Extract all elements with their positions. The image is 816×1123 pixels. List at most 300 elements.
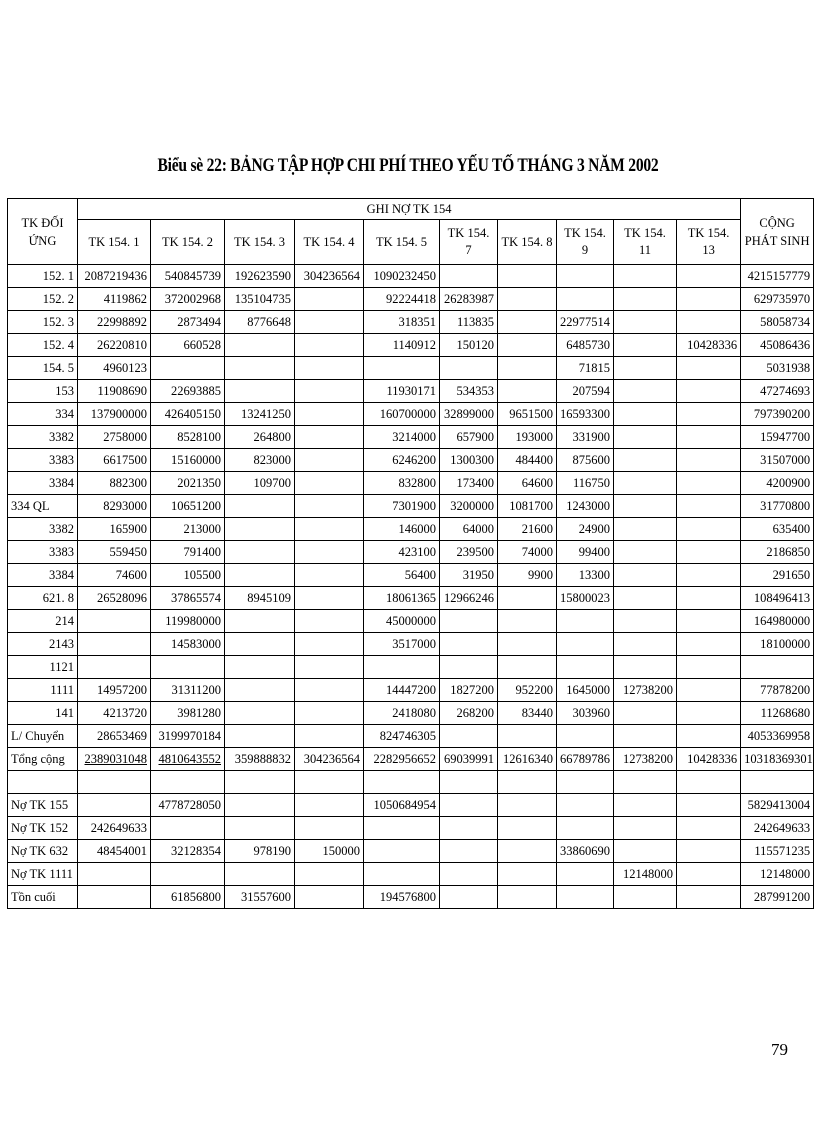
table-cell: 116750	[557, 472, 614, 495]
table-cell: 69039991	[440, 748, 498, 771]
table-cell	[557, 794, 614, 817]
table-cell: 26528096	[78, 587, 151, 610]
table-cell: 559450	[78, 541, 151, 564]
row-total: 31507000	[741, 449, 814, 472]
table-cell: 372002968	[151, 288, 225, 311]
row-total: 77878200	[741, 679, 814, 702]
table-cell	[225, 541, 295, 564]
table-cell	[440, 265, 498, 288]
table-cell: 423100	[364, 541, 440, 564]
row-total: 164980000	[741, 610, 814, 633]
table-cell	[295, 311, 364, 334]
table-cell	[614, 380, 677, 403]
table-row	[8, 541, 814, 564]
table-row	[8, 472, 814, 495]
table-cell	[677, 587, 741, 610]
table-cell: 10428336	[677, 334, 741, 357]
table-cell	[440, 863, 498, 886]
table-cell	[498, 863, 557, 886]
table-cell	[364, 840, 440, 863]
table-row	[8, 449, 814, 472]
table-cell	[295, 863, 364, 886]
table-cell: 173400	[440, 472, 498, 495]
table-cell	[78, 794, 151, 817]
row-label: 3384	[8, 564, 78, 587]
table-cell	[295, 380, 364, 403]
table-cell	[677, 679, 741, 702]
table-cell	[364, 656, 440, 679]
table-cell	[677, 610, 741, 633]
row-total: 797390200	[741, 403, 814, 426]
row-label: 3382	[8, 518, 78, 541]
table-cell: 2418080	[364, 702, 440, 725]
column-header: TK 154. 7	[440, 220, 498, 265]
table-cell: 105500	[151, 564, 225, 587]
table-cell: 64000	[440, 518, 498, 541]
row-total: 2186850	[741, 541, 814, 564]
table-cell	[295, 725, 364, 748]
table-cell: 1243000	[557, 495, 614, 518]
table-cell: 160700000	[364, 403, 440, 426]
row-total: 15947700	[741, 426, 814, 449]
table-row	[8, 633, 814, 656]
table-cell: 26220810	[78, 334, 151, 357]
column-header: TK 154. 1	[78, 220, 151, 265]
table-row	[8, 725, 814, 748]
row-total: 291650	[741, 564, 814, 587]
table-cell: 6485730	[557, 334, 614, 357]
table-cell	[677, 380, 741, 403]
table-cell	[677, 702, 741, 725]
table-cell	[498, 725, 557, 748]
table-cell	[677, 817, 741, 840]
table-cell: 1050684954	[364, 794, 440, 817]
row-total: 4200900	[741, 472, 814, 495]
row-label: Nợ TK 155	[8, 794, 78, 817]
table-cell	[295, 472, 364, 495]
table-cell	[295, 564, 364, 587]
table-row	[8, 702, 814, 725]
table-cell: 303960	[557, 702, 614, 725]
table-cell	[225, 771, 295, 794]
table-cell	[225, 380, 295, 403]
header-row-columns	[8, 220, 814, 265]
table-cell: 31311200	[151, 679, 225, 702]
table-cell	[614, 771, 677, 794]
table-cell: 1827200	[440, 679, 498, 702]
table-row	[8, 426, 814, 449]
table-cell	[614, 288, 677, 311]
row-total: 4215157779	[741, 265, 814, 288]
table-cell	[364, 771, 440, 794]
column-header: TK 154. 2	[151, 220, 225, 265]
table-cell: 61856800	[151, 886, 225, 909]
table-cell: 304236564	[295, 748, 364, 771]
table-row	[8, 771, 814, 794]
row-label: 621. 8	[8, 587, 78, 610]
table-cell	[614, 886, 677, 909]
table-cell	[498, 886, 557, 909]
row-label: Nợ TK 1111	[8, 863, 78, 886]
table-cell	[557, 771, 614, 794]
table-cell: 8293000	[78, 495, 151, 518]
row-label: 1111	[8, 679, 78, 702]
table-cell: 32128354	[151, 840, 225, 863]
table-cell	[364, 863, 440, 886]
row-total: 5829413004	[741, 794, 814, 817]
table-cell	[295, 518, 364, 541]
table-cell: 2873494	[151, 311, 225, 334]
table-cell: 540845739	[151, 265, 225, 288]
table-cell: 135104735	[225, 288, 295, 311]
table-cell	[78, 863, 151, 886]
table-cell	[614, 403, 677, 426]
table-cell: 264800	[225, 426, 295, 449]
table-cell: 4778728050	[151, 794, 225, 817]
table-cell: 207594	[557, 380, 614, 403]
table-cell	[440, 817, 498, 840]
table-cell: 1081700	[498, 495, 557, 518]
cost-summary-table	[7, 198, 814, 909]
table-cell: 146000	[364, 518, 440, 541]
table-cell: 7301900	[364, 495, 440, 518]
table-row	[8, 265, 814, 288]
table-cell	[225, 656, 295, 679]
table-cell	[295, 426, 364, 449]
table-row	[8, 518, 814, 541]
table-cell	[78, 771, 151, 794]
table-cell	[677, 311, 741, 334]
row-label: 3384	[8, 472, 78, 495]
table-cell: 952200	[498, 679, 557, 702]
table-cell: 48454001	[78, 840, 151, 863]
table-cell: 239500	[440, 541, 498, 564]
table-cell	[498, 357, 557, 380]
column-header: TK 154. 5	[364, 220, 440, 265]
table-cell: 66789786	[557, 748, 614, 771]
table-cell: 99400	[557, 541, 614, 564]
table-cell: 31950	[440, 564, 498, 587]
table-cell: 2389031048	[78, 748, 151, 771]
table-cell: 4119862	[78, 288, 151, 311]
table-cell: 113835	[440, 311, 498, 334]
table-cell: 14957200	[78, 679, 151, 702]
table-cell: 304236564	[295, 265, 364, 288]
table-cell: 37865574	[151, 587, 225, 610]
table-row	[8, 334, 814, 357]
table-cell	[225, 702, 295, 725]
table-cell: 14583000	[151, 633, 225, 656]
table-cell	[614, 265, 677, 288]
row-total: 4053369958	[741, 725, 814, 748]
table-cell	[557, 633, 614, 656]
table-cell: 150120	[440, 334, 498, 357]
table-row	[8, 840, 814, 863]
table-cell	[677, 633, 741, 656]
table-cell: 74000	[498, 541, 557, 564]
table-cell	[557, 656, 614, 679]
table-cell	[677, 357, 741, 380]
table-cell: 9900	[498, 564, 557, 587]
table-cell	[440, 840, 498, 863]
table-cell: 791400	[151, 541, 225, 564]
table-cell: 22998892	[78, 311, 151, 334]
table-row	[8, 311, 814, 334]
row-total: 108496413	[741, 587, 814, 610]
table-cell	[677, 564, 741, 587]
row-label: 3383	[8, 541, 78, 564]
table-cell: 6617500	[78, 449, 151, 472]
table-cell: 268200	[440, 702, 498, 725]
table-cell	[225, 633, 295, 656]
table-cell: 660528	[151, 334, 225, 357]
table-cell	[151, 656, 225, 679]
row-total: 287991200	[741, 886, 814, 909]
table-cell	[498, 610, 557, 633]
row-label: 3382	[8, 426, 78, 449]
column-header: TK 154. 13	[677, 220, 741, 265]
table-cell: 823000	[225, 449, 295, 472]
table-cell	[295, 403, 364, 426]
table-cell	[498, 334, 557, 357]
table-row	[8, 863, 814, 886]
table-cell	[614, 794, 677, 817]
table-cell	[557, 863, 614, 886]
row-label: 3383	[8, 449, 78, 472]
table-cell: 192623590	[225, 265, 295, 288]
total-header: CỘNG PHÁT SINH	[741, 199, 814, 265]
table-cell: 137900000	[78, 403, 151, 426]
table-cell	[677, 725, 741, 748]
row-label	[8, 771, 78, 794]
table-cell: 6246200	[364, 449, 440, 472]
row-label: 2143	[8, 633, 78, 656]
group-header: GHI NỢ TK 154	[78, 199, 741, 220]
table-cell	[677, 426, 741, 449]
row-total: 45086436	[741, 334, 814, 357]
row-label: 214	[8, 610, 78, 633]
table-cell: 13241250	[225, 403, 295, 426]
column-header: TK 154. 4	[295, 220, 364, 265]
table-cell: 832800	[364, 472, 440, 495]
row-label: 334 QL	[8, 495, 78, 518]
table-cell: 11930171	[364, 380, 440, 403]
row-label: 154. 5	[8, 357, 78, 380]
table-cell	[557, 725, 614, 748]
table-cell	[440, 357, 498, 380]
table-cell: 15160000	[151, 449, 225, 472]
table-cell	[614, 541, 677, 564]
table-cell: 3981280	[151, 702, 225, 725]
table-cell	[677, 449, 741, 472]
table-cell	[295, 357, 364, 380]
table-cell	[364, 817, 440, 840]
table-cell	[677, 794, 741, 817]
table-cell: 8776648	[225, 311, 295, 334]
table-cell	[295, 610, 364, 633]
table-cell: 657900	[440, 426, 498, 449]
table-cell: 3199970184	[151, 725, 225, 748]
table-cell	[614, 725, 677, 748]
table-row	[8, 679, 814, 702]
table-row	[8, 656, 814, 679]
table-cell	[151, 771, 225, 794]
row-label: Nợ TK 152	[8, 817, 78, 840]
table-cell	[225, 817, 295, 840]
table-cell: 92224418	[364, 288, 440, 311]
table-row	[8, 587, 814, 610]
table-cell	[677, 656, 741, 679]
table-cell	[295, 495, 364, 518]
table-cell	[78, 633, 151, 656]
table-cell: 10651200	[151, 495, 225, 518]
table-cell	[440, 794, 498, 817]
table-cell: 16593300	[557, 403, 614, 426]
table-cell	[498, 633, 557, 656]
table-cell: 119980000	[151, 610, 225, 633]
table-cell: 8528100	[151, 426, 225, 449]
table-cell	[440, 633, 498, 656]
table-cell: 45000000	[364, 610, 440, 633]
table-row	[8, 794, 814, 817]
table-cell: 1645000	[557, 679, 614, 702]
table-cell	[614, 656, 677, 679]
table-cell: 9651500	[498, 403, 557, 426]
table-cell	[677, 886, 741, 909]
table-cell	[295, 449, 364, 472]
table-cell	[498, 771, 557, 794]
table-cell	[557, 610, 614, 633]
table-cell	[225, 495, 295, 518]
table-cell	[614, 357, 677, 380]
table-cell: 10428336	[677, 748, 741, 771]
table-cell	[151, 817, 225, 840]
table-cell	[677, 403, 741, 426]
table-cell	[677, 265, 741, 288]
row-label: 152. 4	[8, 334, 78, 357]
table-cell	[614, 449, 677, 472]
table-cell	[498, 288, 557, 311]
table-cell	[677, 541, 741, 564]
table-cell: 2282956652	[364, 748, 440, 771]
table-cell: 83440	[498, 702, 557, 725]
table-cell: 194576800	[364, 886, 440, 909]
table-cell	[364, 357, 440, 380]
table-cell	[78, 610, 151, 633]
table-cell	[78, 656, 151, 679]
table-cell: 15800023	[557, 587, 614, 610]
table-cell	[614, 817, 677, 840]
table-row	[8, 564, 814, 587]
table-cell: 22693885	[151, 380, 225, 403]
row-label: 152. 2	[8, 288, 78, 311]
table-cell: 22977514	[557, 311, 614, 334]
table-cell	[557, 265, 614, 288]
table-cell	[677, 472, 741, 495]
table-cell	[614, 702, 677, 725]
table-cell	[440, 610, 498, 633]
column-header: TK 154. 9	[557, 220, 614, 265]
row-total	[741, 656, 814, 679]
row-total: 12148000	[741, 863, 814, 886]
row-total: 115571235	[741, 840, 814, 863]
table-cell	[614, 564, 677, 587]
row-total	[741, 771, 814, 794]
header-row-group	[8, 199, 814, 220]
table-cell	[225, 863, 295, 886]
table-row	[8, 403, 814, 426]
row-label: 152. 1	[8, 265, 78, 288]
table-row	[8, 357, 814, 380]
row-total: 18100000	[741, 633, 814, 656]
column-header: TK 154. 8	[498, 220, 557, 265]
table-cell: 71815	[557, 357, 614, 380]
table-cell: 56400	[364, 564, 440, 587]
table-cell: 534353	[440, 380, 498, 403]
table-cell	[498, 587, 557, 610]
table-cell: 3200000	[440, 495, 498, 518]
table-cell: 28653469	[78, 725, 151, 748]
table-cell: 14447200	[364, 679, 440, 702]
table-row	[8, 610, 814, 633]
table-cell	[295, 541, 364, 564]
table-cell	[295, 771, 364, 794]
corner-header: TK ĐỐI ỨNG	[8, 199, 78, 265]
row-total: 11268680	[741, 702, 814, 725]
table-cell	[225, 357, 295, 380]
table-cell: 64600	[498, 472, 557, 495]
table-cell: 109700	[225, 472, 295, 495]
table-cell	[295, 679, 364, 702]
table-cell	[225, 564, 295, 587]
table-row	[8, 748, 814, 771]
table-cell: 32899000	[440, 403, 498, 426]
row-label: Tồn cuối	[8, 886, 78, 909]
row-total: 10318369301	[741, 748, 814, 771]
table-cell	[151, 863, 225, 886]
table-cell	[498, 380, 557, 403]
column-header: TK 154. 3	[225, 220, 295, 265]
table-cell: 8945109	[225, 587, 295, 610]
table-row	[8, 495, 814, 518]
table-cell: 3517000	[364, 633, 440, 656]
table-cell	[151, 357, 225, 380]
table-cell	[498, 794, 557, 817]
table-cell: 1140912	[364, 334, 440, 357]
table-cell: 882300	[78, 472, 151, 495]
table-cell: 12966246	[440, 587, 498, 610]
table-cell: 359888832	[225, 748, 295, 771]
table-cell: 12148000	[614, 863, 677, 886]
row-total: 629735970	[741, 288, 814, 311]
table-cell	[614, 472, 677, 495]
table-cell	[225, 794, 295, 817]
row-total: 31770800	[741, 495, 814, 518]
table-cell: 242649633	[78, 817, 151, 840]
table-body	[8, 265, 814, 909]
table-cell: 1090232450	[364, 265, 440, 288]
table-cell	[498, 656, 557, 679]
table-cell	[614, 633, 677, 656]
table-cell: 150000	[295, 840, 364, 863]
table-cell	[295, 656, 364, 679]
table-cell	[614, 334, 677, 357]
table-cell	[225, 610, 295, 633]
table-cell	[225, 679, 295, 702]
table-cell	[225, 725, 295, 748]
table-row	[8, 288, 814, 311]
table-cell	[677, 518, 741, 541]
